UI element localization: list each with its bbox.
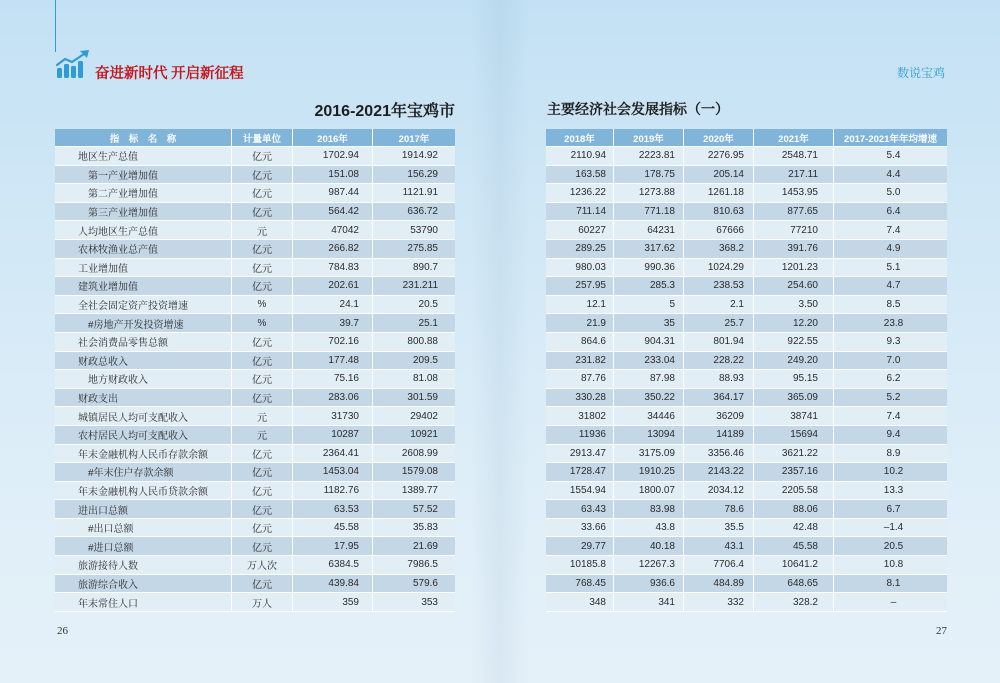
value-2020-cell: 3356.46	[684, 445, 754, 464]
value-2021-cell: 877.65	[754, 203, 834, 222]
value-2019-cell: 771.18	[614, 203, 684, 222]
unit-cell: 元	[232, 407, 293, 426]
value-2020-cell: 1261.18	[684, 184, 754, 203]
value-2018-cell: 10185.8	[546, 556, 614, 575]
table-row	[55, 296, 455, 315]
value-2016-cell: 39.7	[293, 314, 373, 333]
table-row	[55, 277, 455, 296]
value-2017-cell: 1914.92	[373, 147, 455, 166]
value-2021-cell: 1201.23	[754, 259, 834, 278]
value-2021-cell: 1453.95	[754, 184, 834, 203]
book-spine-shadow	[470, 0, 530, 683]
indicator-name-cell: 地区生产总值	[55, 147, 232, 166]
value-2020-cell: 2143.22	[684, 463, 754, 482]
value-2019-cell: 178.75	[614, 166, 684, 185]
indicator-name-cell: 第三产业增加值	[55, 203, 232, 222]
value-2020-cell: 88.93	[684, 370, 754, 389]
value-2019-cell: 904.31	[614, 333, 684, 352]
value-2018-cell: 711.14	[546, 203, 614, 222]
value-2021-cell: 2548.71	[754, 147, 834, 166]
value-2019-cell: 12267.3	[614, 556, 684, 575]
value-2021-cell: 77210	[754, 221, 834, 240]
value-2018-cell: 29.77	[546, 537, 614, 556]
value-2017-cell: 2608.99	[373, 445, 455, 464]
indicator-name-cell: #出口总额	[55, 519, 232, 538]
indicator-name-cell: #房地产开发投资增速	[55, 314, 232, 333]
table-row	[546, 184, 947, 203]
value-2016-cell: 202.61	[293, 277, 373, 296]
table-row	[55, 407, 455, 426]
unit-cell: 亿元	[232, 575, 293, 594]
right-indicator-table	[546, 129, 947, 612]
value-2018-cell: 231.82	[546, 352, 614, 371]
indicator-name-cell: 全社会固定资产投资增速	[55, 296, 232, 315]
value-2018-cell: 87.76	[546, 370, 614, 389]
value-2018-cell: 1554.94	[546, 482, 614, 501]
table-row	[55, 184, 455, 203]
value-2016-cell: 151.08	[293, 166, 373, 185]
growth-rate-cell: 8.1	[834, 575, 947, 594]
value-2016-cell: 47042	[293, 221, 373, 240]
growth-rate-cell: 5.2	[834, 389, 947, 408]
table-row	[55, 575, 455, 594]
indicator-name-cell: 年末金融机构人民币贷款余额	[55, 482, 232, 501]
table-row	[55, 166, 455, 185]
table-row	[546, 352, 947, 371]
value-2019-cell: 1910.25	[614, 463, 684, 482]
value-2019-cell: 87.98	[614, 370, 684, 389]
value-2021-cell: 365.09	[754, 389, 834, 408]
value-2021-cell: 3621.22	[754, 445, 834, 464]
value-2019-cell: 341	[614, 593, 684, 612]
value-2017-cell: 1579.08	[373, 463, 455, 482]
unit-cell: 亿元	[232, 370, 293, 389]
column-header-growth-rate: 2017-2021年年均增速	[834, 129, 947, 147]
value-2018-cell: 60227	[546, 221, 614, 240]
value-2020-cell: 1024.29	[684, 259, 754, 278]
value-2016-cell: 75.16	[293, 370, 373, 389]
value-2020-cell: 238.53	[684, 277, 754, 296]
growth-rate-cell: 5.1	[834, 259, 947, 278]
value-2017-cell: 25.1	[373, 314, 455, 333]
value-2021-cell: 3.50	[754, 296, 834, 315]
value-2017-cell: 353	[373, 593, 455, 612]
indicator-name-cell: 社会消费品零售总额	[55, 333, 232, 352]
value-2021-cell: 42.48	[754, 519, 834, 538]
growth-rate-cell: –1.4	[834, 519, 947, 538]
value-2018-cell: 63.43	[546, 500, 614, 519]
value-2021-cell: 2357.16	[754, 463, 834, 482]
table-row	[546, 277, 947, 296]
value-2019-cell: 1273.88	[614, 184, 684, 203]
column-header-2020: 2020年	[684, 129, 754, 147]
value-2017-cell: 10921	[373, 426, 455, 445]
value-2018-cell: 163.58	[546, 166, 614, 185]
value-2021-cell: 15694	[754, 426, 834, 445]
indicator-name-cell: #年末住户存款余额	[55, 463, 232, 482]
unit-cell: 亿元	[232, 537, 293, 556]
value-2020-cell: 35.5	[684, 519, 754, 538]
value-2016-cell: 1182.76	[293, 482, 373, 501]
value-2017-cell: 81.08	[373, 370, 455, 389]
value-2019-cell: 64231	[614, 221, 684, 240]
value-2018-cell: 1236.22	[546, 184, 614, 203]
value-2016-cell: 24.1	[293, 296, 373, 315]
indicator-name-cell: 旅游接待人数	[55, 556, 232, 575]
right-page-title: 主要经济社会发展指标（一）	[547, 101, 729, 117]
value-2020-cell: 2.1	[684, 296, 754, 315]
table-row	[546, 463, 947, 482]
value-2021-cell: 88.06	[754, 500, 834, 519]
value-2020-cell: 78.6	[684, 500, 754, 519]
unit-cell: %	[232, 314, 293, 333]
indicator-name-cell: 城镇居民人均可支配收入	[55, 407, 232, 426]
value-2020-cell: 25.7	[684, 314, 754, 333]
growth-rate-cell: 10.2	[834, 463, 947, 482]
value-2017-cell: 21.69	[373, 537, 455, 556]
table-header-row	[546, 129, 947, 147]
table-row	[546, 333, 947, 352]
value-2016-cell: 987.44	[293, 184, 373, 203]
table-row	[546, 407, 947, 426]
value-2019-cell: 350.22	[614, 389, 684, 408]
table-row	[55, 203, 455, 222]
unit-cell: 亿元	[232, 519, 293, 538]
value-2017-cell: 7986.5	[373, 556, 455, 575]
table-row	[546, 296, 947, 315]
table-row	[55, 556, 455, 575]
table-row	[546, 221, 947, 240]
table-row	[55, 445, 455, 464]
table-header-row	[55, 129, 455, 147]
value-2021-cell: 922.55	[754, 333, 834, 352]
value-2018-cell: 33.66	[546, 519, 614, 538]
unit-cell: 亿元	[232, 389, 293, 408]
indicator-name-cell: 第二产业增加值	[55, 184, 232, 203]
value-2019-cell: 13094	[614, 426, 684, 445]
rising-bar-chart-icon	[56, 50, 90, 78]
unit-cell: 元	[232, 426, 293, 445]
value-2016-cell: 177.48	[293, 352, 373, 371]
value-2021-cell: 328.2	[754, 593, 834, 612]
unit-cell: 亿元	[232, 184, 293, 203]
value-2018-cell: 1728.47	[546, 463, 614, 482]
table-row	[55, 389, 455, 408]
indicator-name-cell: 人均地区生产总值	[55, 221, 232, 240]
value-2020-cell: 368.2	[684, 240, 754, 259]
growth-rate-cell: 7.0	[834, 352, 947, 371]
value-2021-cell: 648.65	[754, 575, 834, 594]
column-header-indicator: 指 标 名 称	[55, 129, 232, 147]
value-2020-cell: 43.1	[684, 537, 754, 556]
table-row	[546, 314, 947, 333]
unit-cell: %	[232, 296, 293, 315]
unit-cell: 亿元	[232, 259, 293, 278]
value-2017-cell: 275.85	[373, 240, 455, 259]
value-2019-cell: 936.6	[614, 575, 684, 594]
value-2018-cell: 768.45	[546, 575, 614, 594]
value-2020-cell: 484.89	[684, 575, 754, 594]
value-2017-cell: 1121.91	[373, 184, 455, 203]
value-2018-cell: 2110.94	[546, 147, 614, 166]
value-2020-cell: 364.17	[684, 389, 754, 408]
growth-rate-cell: 6.7	[834, 500, 947, 519]
value-2016-cell: 266.82	[293, 240, 373, 259]
value-2019-cell: 43.8	[614, 519, 684, 538]
unit-cell: 亿元	[232, 240, 293, 259]
indicator-name-cell: 进出口总额	[55, 500, 232, 519]
table-row	[55, 240, 455, 259]
table-row	[546, 259, 947, 278]
value-2016-cell: 31730	[293, 407, 373, 426]
header-slogan: 奋进新时代 开启新征程	[95, 66, 244, 82]
table-row	[55, 221, 455, 240]
value-2018-cell: 289.25	[546, 240, 614, 259]
value-2017-cell: 231.211	[373, 277, 455, 296]
value-2018-cell: 257.95	[546, 277, 614, 296]
value-2021-cell: 2205.58	[754, 482, 834, 501]
growth-rate-cell: 6.2	[834, 370, 947, 389]
table-row	[546, 537, 947, 556]
growth-rate-cell: 9.4	[834, 426, 947, 445]
table-row	[55, 333, 455, 352]
value-2021-cell: 217.11	[754, 166, 834, 185]
left-table-body	[55, 147, 455, 612]
unit-cell: 亿元	[232, 482, 293, 501]
value-2017-cell: 156.29	[373, 166, 455, 185]
table-row	[55, 537, 455, 556]
value-2016-cell: 439.84	[293, 575, 373, 594]
value-2016-cell: 564.42	[293, 203, 373, 222]
table-row	[546, 593, 947, 612]
value-2019-cell: 317.62	[614, 240, 684, 259]
table-row	[546, 519, 947, 538]
value-2017-cell: 636.72	[373, 203, 455, 222]
growth-rate-cell: 10.8	[834, 556, 947, 575]
value-2020-cell: 332	[684, 593, 754, 612]
value-2020-cell: 7706.4	[684, 556, 754, 575]
indicator-name-cell: 财政总收入	[55, 352, 232, 371]
growth-rate-cell: 5.4	[834, 147, 947, 166]
value-2016-cell: 6384.5	[293, 556, 373, 575]
section-title: 数说宝鸡	[897, 66, 946, 80]
value-2019-cell: 990.36	[614, 259, 684, 278]
growth-rate-cell: –	[834, 593, 947, 612]
value-2017-cell: 209.5	[373, 352, 455, 371]
value-2020-cell: 228.22	[684, 352, 754, 371]
unit-cell: 亿元	[232, 166, 293, 185]
table-row	[546, 389, 947, 408]
value-2016-cell: 702.16	[293, 333, 373, 352]
value-2019-cell: 233.04	[614, 352, 684, 371]
value-2018-cell: 12.1	[546, 296, 614, 315]
left-indicator-table	[55, 129, 455, 612]
table-row	[55, 147, 455, 166]
value-2019-cell: 40.18	[614, 537, 684, 556]
header-vertical-rule	[55, 0, 56, 52]
indicator-name-cell: 年末金融机构人民币存款余额	[55, 445, 232, 464]
value-2016-cell: 10287	[293, 426, 373, 445]
value-2016-cell: 63.53	[293, 500, 373, 519]
page-number-left: 26	[57, 625, 68, 637]
table-row	[546, 166, 947, 185]
value-2016-cell: 45.58	[293, 519, 373, 538]
table-row	[546, 445, 947, 464]
value-2017-cell: 57.52	[373, 500, 455, 519]
value-2019-cell: 3175.09	[614, 445, 684, 464]
table-row	[55, 519, 455, 538]
unit-cell: 亿元	[232, 333, 293, 352]
column-header-2016: 2016年	[293, 129, 373, 147]
value-2019-cell: 83.98	[614, 500, 684, 519]
value-2018-cell: 31802	[546, 407, 614, 426]
growth-rate-cell: 4.4	[834, 166, 947, 185]
unit-cell: 亿元	[232, 500, 293, 519]
table-row	[55, 500, 455, 519]
growth-rate-cell: 23.8	[834, 314, 947, 333]
unit-cell: 万人次	[232, 556, 293, 575]
value-2019-cell: 5	[614, 296, 684, 315]
growth-rate-cell: 5.0	[834, 184, 947, 203]
value-2020-cell: 36209	[684, 407, 754, 426]
indicator-name-cell: 第一产业增加值	[55, 166, 232, 185]
value-2017-cell: 29402	[373, 407, 455, 426]
unit-cell: 亿元	[232, 352, 293, 371]
unit-cell: 万人	[232, 593, 293, 612]
value-2020-cell: 14189	[684, 426, 754, 445]
value-2017-cell: 1389.77	[373, 482, 455, 501]
value-2018-cell: 330.28	[546, 389, 614, 408]
value-2016-cell: 283.06	[293, 389, 373, 408]
table-row	[546, 370, 947, 389]
value-2021-cell: 391.76	[754, 240, 834, 259]
value-2018-cell: 864.6	[546, 333, 614, 352]
value-2016-cell: 359	[293, 593, 373, 612]
value-2020-cell: 2276.95	[684, 147, 754, 166]
value-2021-cell: 38741	[754, 407, 834, 426]
indicator-name-cell: 地方财政收入	[55, 370, 232, 389]
right-table-body	[546, 147, 947, 612]
unit-cell: 亿元	[232, 203, 293, 222]
column-header-2021: 2021年	[754, 129, 834, 147]
value-2021-cell: 10641.2	[754, 556, 834, 575]
growth-rate-cell: 4.7	[834, 277, 947, 296]
value-2019-cell: 285.3	[614, 277, 684, 296]
value-2016-cell: 1453.04	[293, 463, 373, 482]
indicator-name-cell: 农村居民人均可支配收入	[55, 426, 232, 445]
value-2017-cell: 35.83	[373, 519, 455, 538]
unit-cell: 亿元	[232, 147, 293, 166]
page-number-right: 27	[936, 625, 947, 637]
growth-rate-cell: 8.5	[834, 296, 947, 315]
growth-rate-cell: 6.4	[834, 203, 947, 222]
value-2017-cell: 800.88	[373, 333, 455, 352]
column-header-unit: 计量单位	[232, 129, 293, 147]
value-2017-cell: 20.5	[373, 296, 455, 315]
growth-rate-cell: 8.9	[834, 445, 947, 464]
value-2018-cell: 348	[546, 593, 614, 612]
value-2019-cell: 35	[614, 314, 684, 333]
table-row	[546, 203, 947, 222]
growth-rate-cell: 20.5	[834, 537, 947, 556]
value-2016-cell: 2364.41	[293, 445, 373, 464]
table-row	[546, 147, 947, 166]
column-header-2018: 2018年	[546, 129, 614, 147]
indicator-name-cell: #进口总额	[55, 537, 232, 556]
growth-rate-cell: 4.9	[834, 240, 947, 259]
value-2020-cell: 67666	[684, 221, 754, 240]
growth-rate-cell: 13.3	[834, 482, 947, 501]
value-2021-cell: 254.60	[754, 277, 834, 296]
indicator-name-cell: 财政支出	[55, 389, 232, 408]
value-2019-cell: 34446	[614, 407, 684, 426]
table-row	[55, 463, 455, 482]
value-2019-cell: 2223.81	[614, 147, 684, 166]
value-2021-cell: 45.58	[754, 537, 834, 556]
value-2020-cell: 205.14	[684, 166, 754, 185]
indicator-name-cell: 旅游综合收入	[55, 575, 232, 594]
value-2018-cell: 11936	[546, 426, 614, 445]
growth-rate-cell: 7.4	[834, 407, 947, 426]
table-row	[546, 426, 947, 445]
table-row	[546, 556, 947, 575]
unit-cell: 亿元	[232, 445, 293, 464]
table-row	[55, 370, 455, 389]
value-2021-cell: 12.20	[754, 314, 834, 333]
left-page-title: 2016-2021年宝鸡市	[314, 103, 455, 120]
value-2019-cell: 1800.07	[614, 482, 684, 501]
value-2020-cell: 810.63	[684, 203, 754, 222]
table-row	[55, 482, 455, 501]
value-2018-cell: 21.9	[546, 314, 614, 333]
value-2021-cell: 249.20	[754, 352, 834, 371]
column-header-2019: 2019年	[614, 129, 684, 147]
indicator-name-cell: 建筑业增加值	[55, 277, 232, 296]
value-2018-cell: 980.03	[546, 259, 614, 278]
value-2016-cell: 1702.94	[293, 147, 373, 166]
value-2016-cell: 17.95	[293, 537, 373, 556]
indicator-name-cell: 年末常住人口	[55, 593, 232, 612]
value-2017-cell: 890.7	[373, 259, 455, 278]
column-header-2017: 2017年	[373, 129, 455, 147]
value-2018-cell: 2913.47	[546, 445, 614, 464]
value-2017-cell: 301.59	[373, 389, 455, 408]
value-2021-cell: 95.15	[754, 370, 834, 389]
table-row	[546, 500, 947, 519]
indicator-name-cell: 农林牧渔业总产值	[55, 240, 232, 259]
value-2017-cell: 53790	[373, 221, 455, 240]
value-2020-cell: 801.94	[684, 333, 754, 352]
unit-cell: 元	[232, 221, 293, 240]
indicator-name-cell: 工业增加值	[55, 259, 232, 278]
unit-cell: 亿元	[232, 463, 293, 482]
table-row	[55, 426, 455, 445]
growth-rate-cell: 9.3	[834, 333, 947, 352]
table-row	[55, 314, 455, 333]
table-row	[546, 240, 947, 259]
value-2016-cell: 784.83	[293, 259, 373, 278]
table-row	[55, 593, 455, 612]
value-2017-cell: 579.6	[373, 575, 455, 594]
value-2020-cell: 2034.12	[684, 482, 754, 501]
table-row	[55, 352, 455, 371]
table-row	[546, 482, 947, 501]
growth-rate-cell: 7.4	[834, 221, 947, 240]
table-row	[55, 259, 455, 278]
unit-cell: 亿元	[232, 277, 293, 296]
table-row	[546, 575, 947, 594]
